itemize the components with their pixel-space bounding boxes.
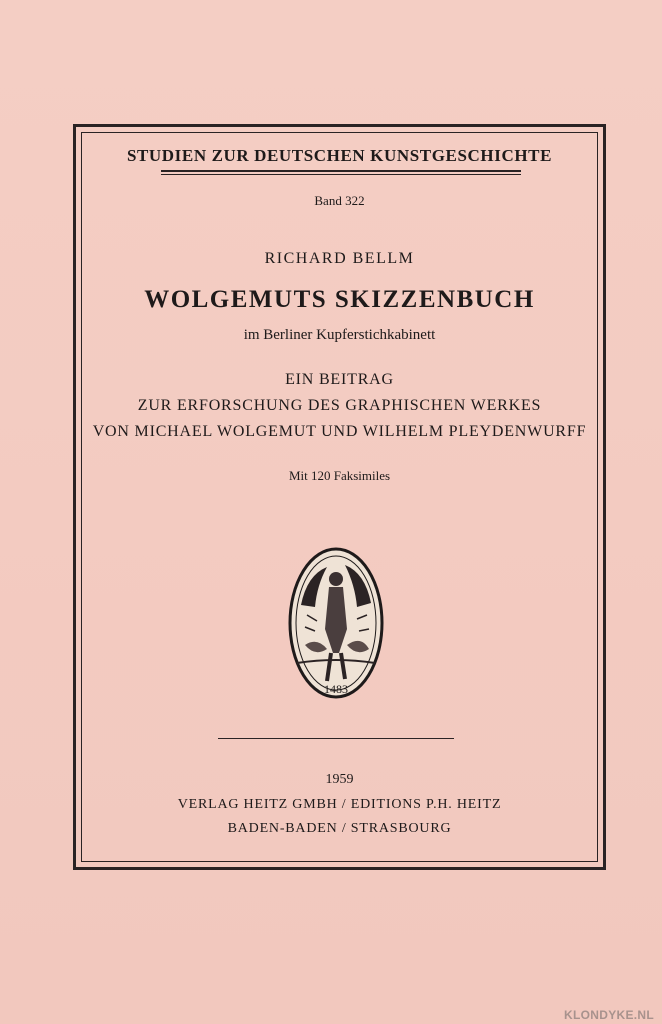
- inner-frame: [81, 132, 598, 862]
- separator-rule: [218, 738, 454, 739]
- facsimiles-note: Mit 120 Faksimiles: [288, 468, 391, 483]
- series-rule-top: [161, 170, 521, 172]
- svg-text:1483: 1483: [324, 682, 348, 696]
- description-line-3: VON MICHAEL WOLGEMUT UND WILHELM PLEYDENWURFF: [92, 423, 587, 440]
- author-name: RICHARD BELLM: [264, 250, 415, 267]
- publisher-name: VERLAG HEITZ GMBH / EDITIONS P.H. HEITZ: [177, 797, 502, 812]
- series-rule-bottom: [161, 174, 521, 175]
- emblem-woodcut-icon: [287, 545, 385, 701]
- publisher-location: BADEN-BADEN / STRASBOURG: [227, 821, 452, 836]
- publication-year: 1959: [325, 772, 354, 787]
- series-title: STUDIEN ZUR DEUTSCHEN KUNSTGESCHICHTE: [126, 146, 553, 165]
- watermark: KLONDYKE.NL: [564, 1008, 654, 1022]
- volume-number: Band 322: [314, 193, 365, 208]
- book-title: WOLGEMUTS SKIZZENBUCH: [144, 286, 535, 313]
- description-line-2: ZUR ERFORSCHUNG DES GRAPHISCHEN WERKES: [137, 397, 542, 414]
- description-line-1: EIN BEITRAG: [285, 371, 394, 388]
- book-subtitle: im Berliner Kupferstichkabinett: [243, 327, 436, 343]
